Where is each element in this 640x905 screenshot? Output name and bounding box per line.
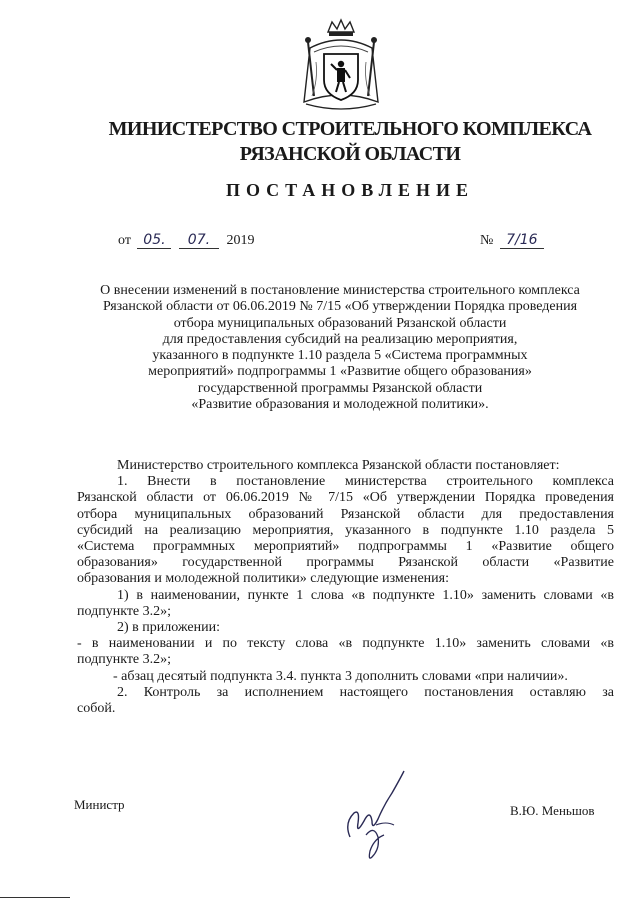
date-day: 05. [137,232,171,249]
body-line: субсидий на реализацию мероприятия, указанного в подпункте 1.10 раздела 5 [77,522,614,538]
body-line: образования» государственной программы Рязанской области «Развитие [77,555,614,571]
title-line: «Развитие образования и молодежной политики». [191,397,489,413]
ministry-name-line1: МИНИСТЕРСТВО СТРОИТЕЛЬНОГО КОМПЛЕКСА [108,118,592,140]
body-line: 2. Контроль за исполнением настоящего постановления оставляю за [117,684,614,700]
coat-of-arms-emblem [296,18,386,116]
body-line: - в наименовании и по тексту слова «в подпункте 1.10» заменить словами «в [77,636,614,652]
body-line: 1. Внести в постановление министерства строительного комплекса [117,474,614,490]
document-title [60,283,620,413]
title-line: О внесении изменений в постановление министерства строительного комплекса [100,283,580,298]
body-line: 2) в приложении: [117,620,220,636]
body-line: 1) в наименовании, пункте 1 слова «в подпункте 1.10» заменить словами «в [117,587,614,603]
document-body [77,458,614,717]
document-type-heading: ПОСТАНОВЛЕНИЕ [225,180,475,200]
number-prefix: № [480,233,494,248]
title-line: указанного в подпункте 1.10 раздела 5 «Система программных [152,348,528,364]
body-line: «Система программных мероприятий» подпрограммы 1 «Развитие общего [77,539,614,555]
body-line: подпункте 3.2»; [77,652,172,668]
ministry-name-line2: РЯЗАНСКОЙ ОБЛАСТИ [239,143,461,165]
body-line: собой. [77,701,116,717]
title-line: для предоставления субсидий на реализацию мероприятия, [162,331,518,347]
date-month: 07. [179,232,219,249]
date-year: 2019 [226,233,255,248]
title-line: отбора муниципальных образований Рязанской области [173,315,507,331]
body-line: Министерство строительного комплекса Рязанской области постановляет: [117,458,560,473]
handwritten-signature [320,765,430,865]
title-line: государственной программы Рязанской области [197,380,483,396]
date-prefix: от [118,233,131,248]
signatory-role: Министр [74,797,125,812]
body-line: образования и молодежной политики» следующие изменения: [77,571,449,587]
document-date [118,232,254,249]
footer-divider [0,897,70,898]
body-line: Рязанской области от 06.06.2019 № 7/15 «Об утверждении Порядка проведения [77,490,614,506]
title-line: Рязанской области от 06.06.2019 № 7/15 «Об утверждении Порядка проведения [102,299,578,315]
document-number [480,232,544,249]
number-value: 7/16 [500,232,544,249]
body-line: отбора муниципальных образований Рязанской области для предоставления [77,506,614,522]
body-line: подпункте 3.2»; [77,603,172,619]
signatory-name: В.Ю. Меньшов [510,803,595,818]
title-line: мероприятий» подпрограммы 1 «Развитие общего образования» [148,364,532,380]
body-line: - абзац десятый подпункта 3.4. пункта 3 дополнить словами «при наличии». [113,668,568,684]
